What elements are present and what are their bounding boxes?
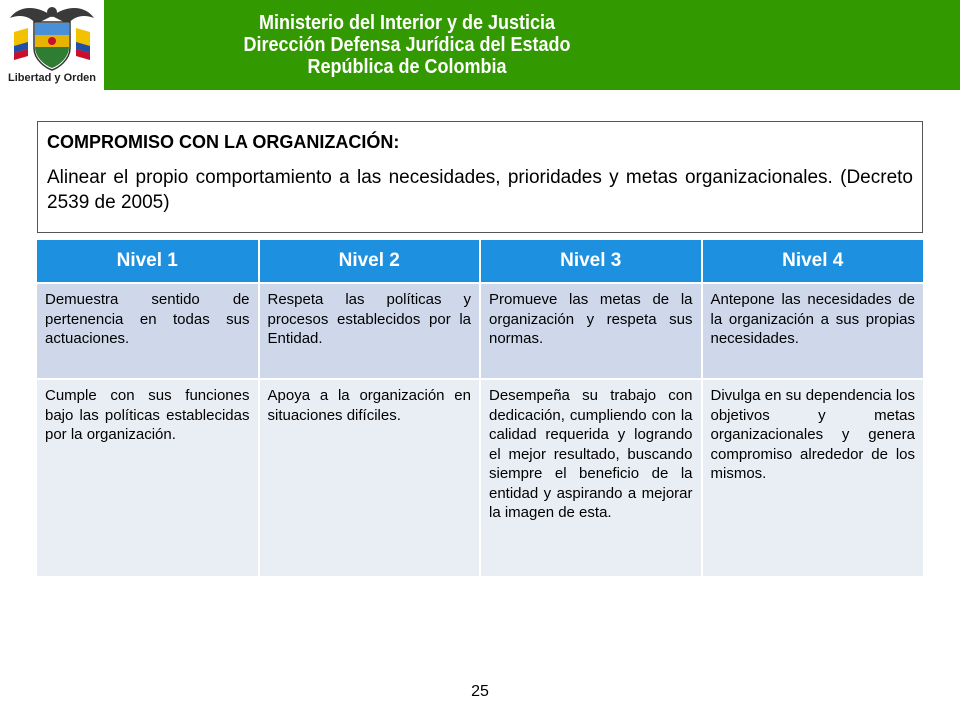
- competency-description: Alinear el propio comportamiento a las necesidades, prioridades y metas organizacionales. (Decreto 2539 de 2005): [47, 167, 913, 213]
- header-country: República de Colombia: [307, 56, 507, 78]
- table-cell: Divulga en su dependencia los objetivos y metas organizacionales y genera compromiso alrededor de los mismos.: [702, 379, 924, 577]
- header-nivel-1: Nivel 1: [37, 240, 259, 283]
- header-nivel-4: Nivel 4: [702, 240, 924, 283]
- table-row: [37, 379, 923, 577]
- header-nivel-2: Nivel 2: [259, 240, 481, 283]
- header-nivel-3: Nivel 3: [480, 240, 702, 283]
- table-cell: Desempeña su trabajo con dedicación, cumpliendo con la calidad requerida y logrando el mejor resultado, buscando siempre el beneficio de la entidad y aspirando a mejorar la imagen de esta.: [480, 379, 702, 577]
- table-cell: Demuestra sentido de pertenencia en todas sus actuaciones.: [37, 283, 259, 379]
- table-cell: Promueve las metas de la organización y respeta sus normas.: [480, 283, 702, 379]
- table-cell: Respeta las políticas y procesos establecidos por la Entidad.: [259, 283, 481, 379]
- levels-table: [37, 240, 923, 578]
- table-header-row: [37, 240, 923, 283]
- page-number: 25: [471, 683, 489, 700]
- logo-caption: Libertad y Orden: [7, 72, 97, 84]
- table-cell: Cumple con sus funciones bajo las políticas establecidas por la organización.: [37, 379, 259, 577]
- header-ministry: Ministerio del Interior y de Justicia: [258, 12, 556, 34]
- table-cell: Antepone las necesidades de la organización a sus propias necesidades.: [702, 283, 924, 379]
- table-row: [37, 283, 923, 379]
- table-cell: Apoya a la organización en situaciones difíciles.: [259, 379, 481, 577]
- competency-title: COMPROMISO CON LA ORGANIZACIÓN:: [47, 132, 400, 152]
- header-band: [104, 0, 960, 90]
- header-direction: Dirección Defensa Jurídica del Estado: [243, 34, 571, 56]
- competency-box: [37, 121, 923, 233]
